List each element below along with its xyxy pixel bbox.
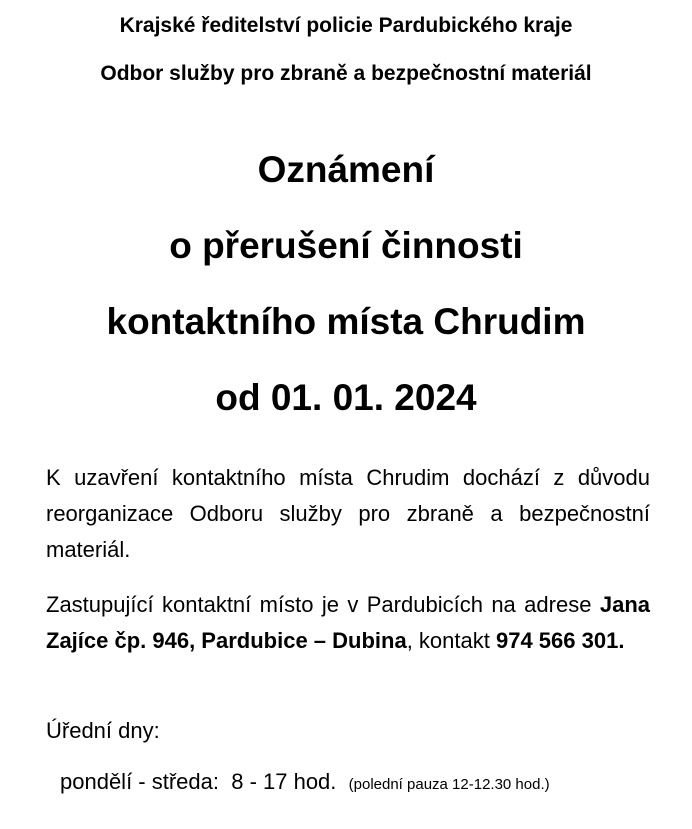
lunch-break-note: (polední pauza 12-12.30 hod.) bbox=[348, 776, 550, 793]
office-days-label: Úřední dny: bbox=[46, 718, 160, 743]
replacement-paragraph bbox=[46, 587, 650, 659]
header-institution: Krajské ředitelství policie Pardubického kraje bbox=[119, 14, 573, 37]
title-line-1: Oznámení bbox=[257, 149, 435, 190]
title-line-2: o přerušení činnosti bbox=[169, 225, 523, 266]
announcement-title bbox=[0, 132, 692, 436]
title-line-3: kontaktního místa Chrudim bbox=[106, 301, 586, 342]
contact-phone: 974 566 301. bbox=[495, 628, 625, 653]
office-hours-line bbox=[60, 764, 550, 803]
contact-prefix: , kontakt bbox=[406, 628, 496, 653]
replacement-intro: Zastupující kontaktní místo je v Pardubicích na adrese bbox=[46, 592, 600, 617]
office-hours: 8 - 17 hod. bbox=[231, 769, 337, 794]
replacement-address: Jana Zajíce čp. 946, Pardubice – Dubina bbox=[46, 592, 650, 653]
title-line-4: od 01. 01. 2024 bbox=[215, 377, 477, 418]
header-department: Odbor služby pro zbraně a bezpečnostní materiál bbox=[100, 62, 592, 85]
office-days-range: pondělí - středa: bbox=[60, 769, 219, 794]
closure-paragraph: K uzavření kontaktního místa Chrudim dochází z důvodu reorganizace Odboru služby pro zbraně a bezpečnostní materiál. bbox=[46, 465, 650, 562]
